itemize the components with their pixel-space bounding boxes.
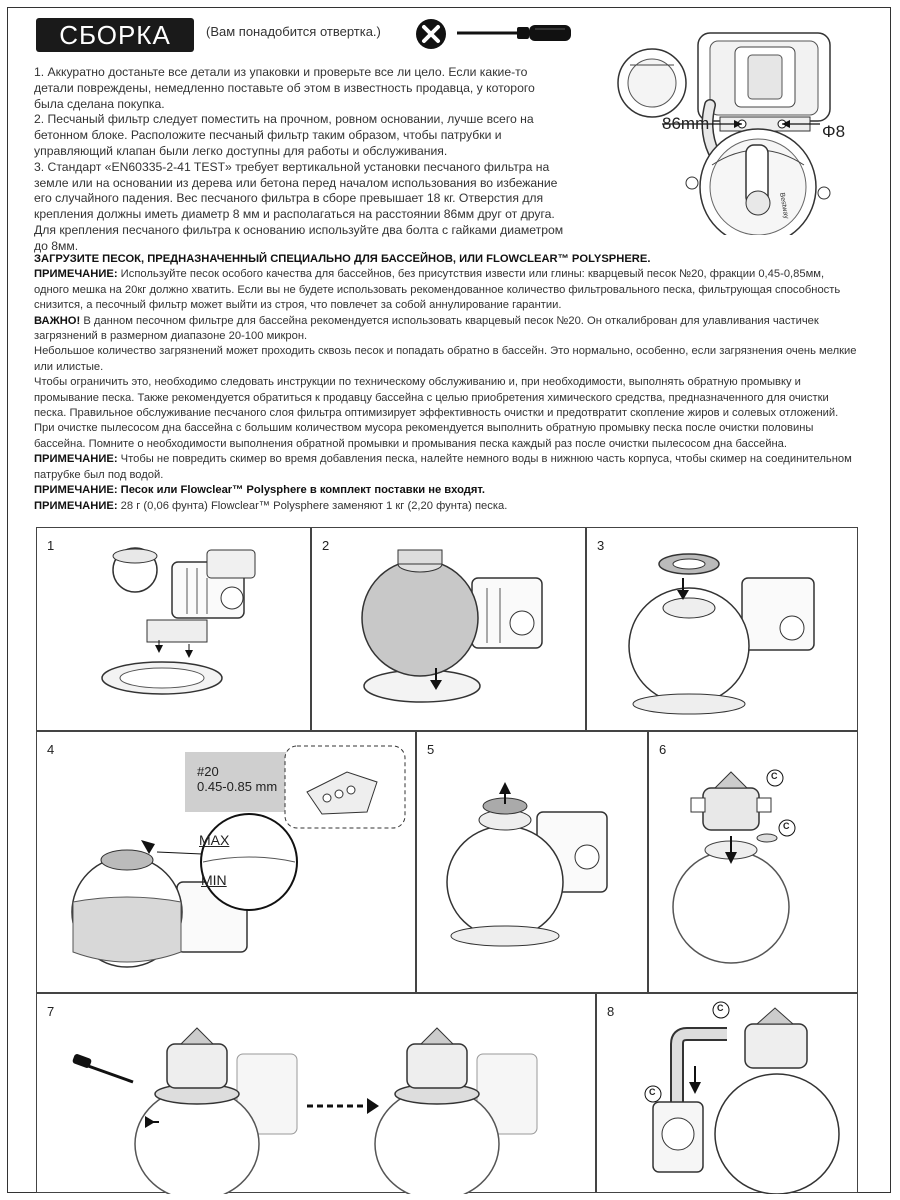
clamp-tighten-illustration bbox=[37, 994, 597, 1194]
section-title-box bbox=[36, 18, 194, 52]
tool-note: (Вам понадобится отвертка.) bbox=[206, 24, 381, 39]
step-panel-3 bbox=[586, 527, 858, 731]
brand-text: Bestway bbox=[778, 192, 790, 220]
step-panel-2 bbox=[311, 527, 586, 731]
note-1: ПРИМЕЧАНИЕ: Используйте песок особого качества для бассейнов, без присутствия извести или глины: кварцевый песок №20, фракции 0,45-0,85мм, одного мешка на 20кг должно хватить. Если вы не будете использовать рекомендованное количество фильтровального песка, фильтрующая способность снизится, а песочный фильтр может выйти из строя, что повлечет за собой аннулирование гарантии. bbox=[34, 268, 841, 312]
step-1: 1. Аккуратно достаньте все детали из упаковки и проверьте все ли цело. Если какие-то детали повреждены, немедленно поставьте об этом в известность продавца, у которого была сделана покупка. bbox=[34, 65, 535, 111]
pump-base-illustration bbox=[37, 528, 312, 732]
panel-number: 2 bbox=[322, 538, 330, 553]
note-4: ПРИМЕЧАНИЕ: 28 г (0,06 фунта) Flowclear™ Polysphere заменяют 1 кг (2,20 фунта) песка. bbox=[34, 499, 508, 512]
mounting-diagram bbox=[600, 25, 860, 235]
min-level-label: MIN bbox=[201, 872, 227, 888]
note-3: ПРИМЕЧАНИЕ: Песок или Flowclear™ Polysphere в комплект поставки не входят. bbox=[34, 484, 486, 497]
important-note: ВАЖНО! В данном песочном фильтре для бассейна рекомендуется использовать кварцевый песок №20. Он откалиброван для улавливания частичек загрязнений в размерном диапазоне 20-100 микрон. bbox=[34, 314, 819, 343]
diffuser-remove-illustration bbox=[417, 732, 649, 994]
step-panel-1 bbox=[36, 527, 311, 731]
step-3: 3. Стандарт «EN60335-2-41 TEST» требует вертикальной установки песчаного фильтра на земле или на основании из дерева или бетона перед началом использования во избежание его случайного падения. Вес песчаного фильтра в сборе превышает 18 кг. Отверстия для крепления должны иметь диаметр 8 мм и располагаться на расстоянии 86мм друг от друга. Для крепления песчаного фильтра к основанию используйте два болта с гайками диаметром до 8мм. bbox=[34, 159, 564, 253]
sand-grade: #20 bbox=[197, 764, 219, 779]
sand-filling-illustration bbox=[37, 732, 417, 994]
sand-size: 0.45-0.85 mm bbox=[197, 779, 278, 794]
screwdriver-icon bbox=[455, 22, 575, 44]
step-panel-8 bbox=[596, 993, 858, 1193]
hose-connect-illustration bbox=[597, 994, 859, 1194]
paragraph-2: Чтобы ограничить это, необходимо следовать инструкции по техническому обслуживанию и, при необходимости, выполнять обратную промывку и промывание песка. Также рекомендуется обратиться к продавцу бассейна с целью приобретения химического средства, предназначенного для очистки песка. Правильное обслуживание песчаного слоя фильтра оптимизирует эффективность очистки и предотвратит скопление жиров и солевых отложений. bbox=[34, 376, 839, 420]
panel-number: 7 bbox=[47, 1004, 55, 1019]
bolt-diameter-label: Φ8 bbox=[822, 122, 846, 141]
step-2: 2. Песчаный фильтр следует поместить на прочном, ровном основании, лучше всего на бетонном блоке. Расположите песчаный фильтр таким образом, чтобы патрубки и управляющий клапан были легко доступны для работы и обслуживания. bbox=[34, 112, 534, 158]
step-panel-6 bbox=[648, 731, 858, 993]
sand-instructions bbox=[34, 252, 859, 514]
panel-number: 5 bbox=[427, 742, 435, 757]
bolt-spacing-label: 86mm bbox=[662, 114, 710, 133]
step-panel-5 bbox=[416, 731, 648, 993]
prohibited-icon bbox=[415, 18, 447, 50]
section-title: СБОРКА bbox=[59, 20, 171, 50]
panel-number: 1 bbox=[47, 538, 55, 553]
step-panel-4 bbox=[36, 731, 416, 993]
clamp-label: C bbox=[649, 1087, 656, 1097]
clamp-label: C bbox=[717, 1003, 724, 1013]
valve-install-illustration bbox=[649, 732, 859, 994]
paragraph-3: При очистке пылесосом дна бассейна с большим количеством мусора рекомендуется выполнить обратную промывку песка после очистки половины бассейна. Помните о необходимости выполнения обратной промывки и промывания песка каждый раз после очистки пылесосом дна бассейна. bbox=[34, 422, 814, 450]
tank-placement-illustration bbox=[312, 528, 587, 732]
max-level-label: MAX bbox=[199, 832, 230, 848]
diffuser-insert-illustration bbox=[587, 528, 859, 732]
note-2: ПРИМЕЧАНИЕ: Чтобы не повредить скимер во время добавления песка, налейте немного воды в нижнюю часть корпуса, чтобы скимер на соединительном патрубке был под водой. bbox=[34, 453, 852, 481]
panel-number: 6 bbox=[659, 742, 667, 757]
clamp-label: C bbox=[771, 771, 778, 781]
panel-number: 8 bbox=[607, 1004, 615, 1019]
paragraph-1: Небольшое количество загрязнений может проходить сквозь песок и попадать обратно в бассейн. Это нормально, особенно, если загрязнения очень мелкие или илистые. bbox=[34, 345, 857, 373]
panel-number: 4 bbox=[47, 742, 55, 757]
panel-number: 3 bbox=[597, 538, 605, 553]
step-panel-7 bbox=[36, 993, 596, 1193]
assembly-steps bbox=[34, 65, 564, 255]
sand-heading: ЗАГРУЗИТЕ ПЕСОК, ПРЕДНАЗНАЧЕННЫЙ СПЕЦИАЛЬНО ДЛЯ БАССЕЙНОВ, ИЛИ FLOWCLEAR™ POLYSPHERE. bbox=[34, 253, 651, 265]
clamp-label: C bbox=[783, 821, 790, 831]
